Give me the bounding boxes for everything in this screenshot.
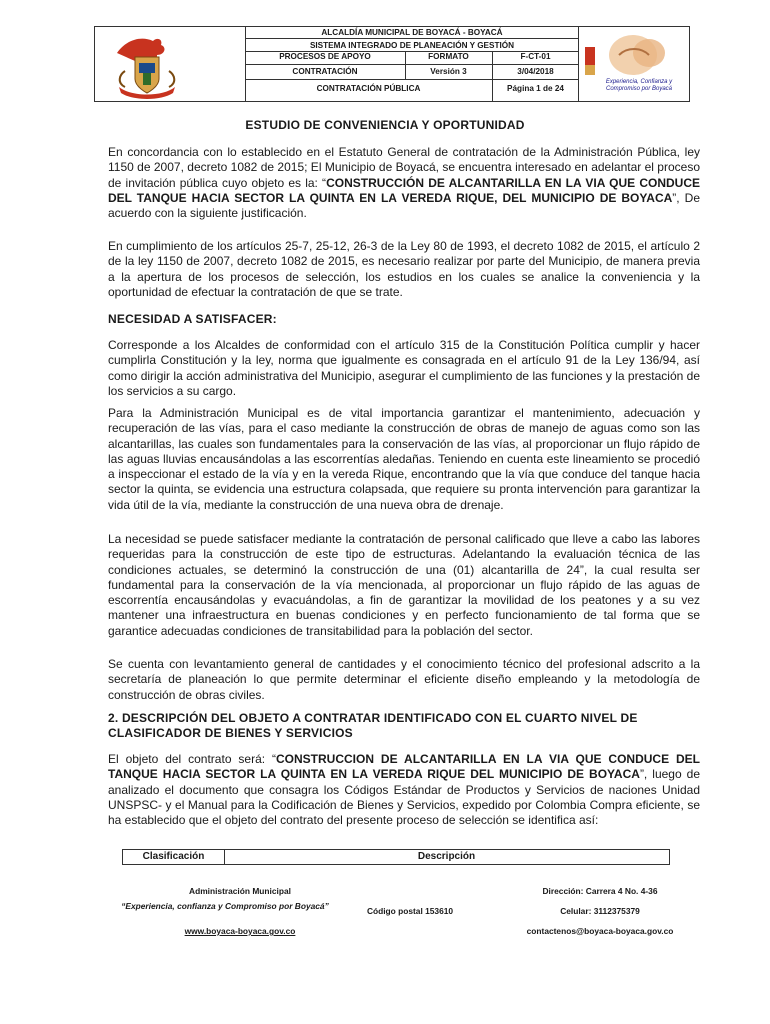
- table-header-description: Descripción: [417, 851, 476, 862]
- slogan-line-2: Compromiso por Boyacá: [605, 86, 673, 92]
- municipal-crest: [95, 27, 246, 101]
- header-municipality: ALCALDÍA MUNICIPAL DE BOYACÁ - BOYACÁ: [321, 28, 503, 37]
- footer-website-link[interactable]: www.boyaca-boyaca.gov.co: [184, 926, 296, 936]
- header-system: SISTEMA INTEGRADO DE PLANEACIÓN Y GESTIÓN: [309, 41, 515, 50]
- flag-icon: [585, 47, 595, 75]
- table-header-classification: Clasificación: [123, 850, 225, 864]
- header-process: PROCESOS DE APOYO: [279, 52, 371, 61]
- document-header: [94, 26, 690, 102]
- header-page: Página 1 de 24: [507, 84, 564, 93]
- header-area: CONTRATACIÓN: [292, 67, 358, 76]
- paragraph-intro: En concordancia con lo establecido en el Estatuto General de contratación de la Administración Pública, ley 1150 de 2007, decreto 1082 de 2015; El Municipio de Boyacá, se encuentra interesado en adelantar el proceso de invitación pública cuyo objeto es la: “CONSTRUCCIÓN DE ALCANTARILLA EN LA VIA QUE CONDUCE DEL TANQUE HACIA SECTOR LA QUINTA EN LA VEREDA RIQUE, DEL MUNICIPIO DE BOYACA”, De acuerdo con la siguiente justificación.: [108, 145, 700, 221]
- crest-icon: [117, 39, 175, 99]
- footer-slogan: “Experiencia, confianza y Compromiso por Boyacá”: [121, 901, 329, 911]
- slogan-line-1: Experiencia, Confianza y: [605, 79, 673, 85]
- paragraph-mayors-duty: Corresponde a los Alcaldes de conformidad con el artículo 315 de la Constitución Política cumplir y hacer cumplirla Constitución y la ley, norma que igualmente es consagrada en el artículo 91 de la Ley 136/94, así como dirigir la acción administrativa del Municipio, asegurar el cumplimiento de las funciones y la prestación de los servicios a su cargo.: [108, 338, 700, 398]
- footer-admin: Administración Municipal: [189, 886, 291, 896]
- header-subprocess: CONTRATACIÓN PÚBLICA: [316, 84, 421, 93]
- paragraph-legal-basis: En cumplimiento de los artículos 25-7, 25-12, 26-3 de la Ley 80 de 1993, el decreto 1082 de 2015, el artículo 2 de la ley 1150 de 2007, decreto 1082 de 2015, es necesario realizar por parte del Municipio, de manera previa a la apertura de los procesos de selección, los estudios en los cuales se analice la conveniencia y la oportunidad de efectuar la contratación de que se trate.: [108, 239, 700, 299]
- header-version: Versión 3: [430, 67, 467, 76]
- slogan-logo: [578, 27, 689, 101]
- header-date: 3/04/2018: [517, 67, 554, 76]
- paragraph-survey: Se cuenta con levantamiento general de cantidades y el conocimiento técnico del profesional adscrito a la secretaría de planeación lo que permite determinar el eficiente diseño empleando y la metodología de construcción de obras civiles.: [108, 657, 700, 702]
- paragraph-contract-object: El objeto del contrato será: “CONSTRUCCION DE ALCANTARILLA EN LA VIA QUE CONDUCE DEL TANQUE HACIA SECTOR LA QUINTA EN LA VEREDA RIQUE DEL MUNICIPIO DE BOYACA”, luego de analizado el documento que consagra los Códigos Estándar de Productos y Servicios de naciones Unidad UNSPSC- y el Manual para la Codificación de Bienes y Servicios, expedido por Colombia Compra eficiente, se ha establecido que el objeto del contrato del presente proceso de selección se identifica así:: [108, 752, 700, 828]
- footer-phone: Celular: 3112375379: [560, 906, 640, 916]
- document-title: ESTUDIO DE CONVENIENCIA Y OPORTUNIDAD: [245, 118, 525, 132]
- header-format-label: FORMATO: [428, 52, 469, 61]
- section-heading-description: 2. DESCRIPCIÓN DEL OBJETO A CONTRATAR IDENTIFICADO CON EL CUARTO NIVEL DE CLASIFICADOR DE BIENES Y SERVICIOS: [108, 711, 638, 741]
- footer-address: Dirección: Carrera 4 No. 4-36: [542, 886, 658, 896]
- header-info: [245, 27, 579, 101]
- paragraph-hiring-need: La necesidad se puede satisfacer mediante la contratación de personal calificado que lleve a cabo las labores requeridas para la construcción de este tipo de estructuras. Adelantando la evaluación técnica de las condiciones actuales, se determinó la construcción de una (01) alcantarilla de 24”, la cual resulta ser fundamental para la conservación de la vía mencionada, al proporcionar un flujo rápido de las aguas de escorrentía encausándolas y evacuándolas, a fin de garantizar la movilidad de los peatones y a su vez mantener una infraestructura en buenas condiciones y en perfecto funcionamiento de tal forma que se garantice adecuadas condiciones de transitabilidad para la población del sector.: [108, 532, 700, 638]
- header-format-code: F-CT-01: [520, 52, 551, 61]
- hands-icon: [609, 35, 665, 75]
- paragraph-road-maintenance: Para la Administración Municipal es de vital importancia garantizar el mantenimiento, adecuación y recuperación de las vías, para el caso mediante la construcción de obras de manejo de aguas como son las alcantarillas, las cuales son fundamentales para la conservación de las vías, al proporcionar un flujo rápido de las aguas lluvias encausándolas a las escorrentías aledañas. Teniendo en cuenta este lineamiento se procedió a inspeccionar el estado de la vía y en la vereda Rique, encontrando que la vía que conduce del tanque hacia sector la quinta, se evidencia una estructura colapsada, que requiere su pronta intervención para garantizar la vida útil de la vía, mediante la construcción de una nueva obra de drenaje.: [108, 406, 700, 512]
- section-heading-need: NECESIDAD A SATISFACER:: [108, 312, 277, 326]
- footer-postal-code: Código postal 153610: [366, 906, 454, 916]
- classification-table: [122, 849, 670, 865]
- footer-email-link[interactable]: contactenos@boyaca-boyaca.gov.co: [526, 926, 674, 936]
